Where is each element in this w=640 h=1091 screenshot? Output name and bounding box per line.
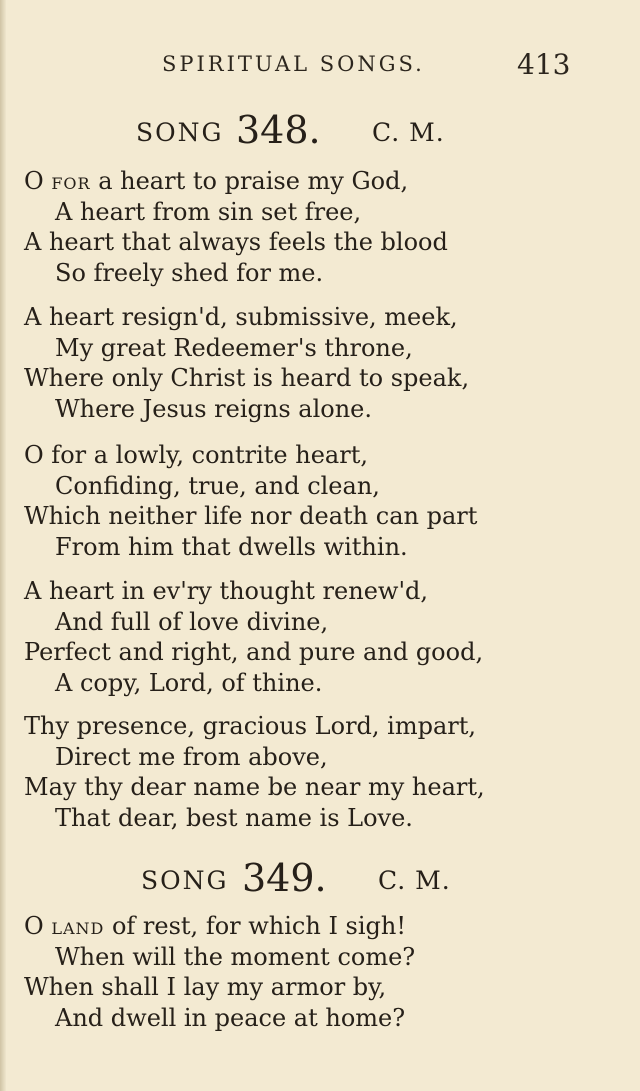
verse-line: Which neither life nor death can part bbox=[24, 502, 478, 530]
verse-line: A copy, Lord, of thine. bbox=[55, 668, 323, 697]
first-line-rest: of rest, for which I sigh! bbox=[104, 912, 407, 940]
song-number: 348. bbox=[236, 108, 321, 152]
song-meter: C. M. bbox=[372, 118, 445, 147]
verse-line: That dear, best name is Love. bbox=[55, 803, 413, 832]
verse-line: Where only Christ is heard to speak, bbox=[24, 364, 470, 392]
song-348-stanza-1 bbox=[0, 166, 640, 288]
song-349-heading bbox=[0, 856, 640, 900]
verse-line: Perfect and right, and pure and good, bbox=[24, 638, 484, 666]
verse-line bbox=[0, 166, 640, 197]
song-number: 349. bbox=[242, 856, 327, 900]
verse-line: Where Jesus reigns alone. bbox=[55, 394, 373, 423]
song-348-stanza-2 bbox=[0, 302, 640, 424]
song-349-stanza-1 bbox=[0, 911, 640, 1033]
verse-line: Confiding, true, and clean, bbox=[55, 471, 380, 500]
verse-line: And dwell in peace at home? bbox=[55, 1003, 406, 1032]
verse-line: A heart from sin set free, bbox=[55, 197, 362, 226]
song-label: SONG bbox=[141, 866, 229, 895]
verse-line bbox=[0, 911, 640, 942]
verse-line: When will the moment come? bbox=[55, 942, 416, 971]
verse-line: Thy presence, gracious Lord, impart, bbox=[24, 712, 477, 740]
song-meter: C. M. bbox=[378, 866, 451, 895]
page-number: 413 bbox=[517, 48, 571, 81]
verse-line: When shall I lay my armor by, bbox=[24, 973, 387, 1001]
verse-line: Direct me from above, bbox=[55, 742, 328, 771]
verse-line: And full of love divine, bbox=[55, 607, 329, 636]
smallcaps-word: FOR bbox=[51, 174, 91, 193]
verse-line: A heart in ev'ry thought renew'd, bbox=[24, 577, 429, 605]
smallcaps-word: LAND bbox=[51, 919, 105, 938]
running-head bbox=[0, 48, 640, 84]
verse-line: From him that dwells within. bbox=[55, 532, 408, 561]
first-word: O bbox=[24, 912, 52, 940]
song-label: SONG bbox=[136, 118, 224, 147]
song-348-stanza-4 bbox=[0, 576, 640, 698]
first-line-rest: a heart to praise my God, bbox=[90, 167, 409, 195]
running-head-title: SPIRITUAL SONGS. bbox=[162, 52, 425, 76]
verse-line: A heart resign'd, submissive, meek, bbox=[24, 303, 458, 331]
verse-line: So freely shed for me. bbox=[55, 258, 324, 287]
song-348-stanza-3 bbox=[0, 440, 640, 562]
song-348-stanza-5 bbox=[0, 711, 640, 833]
verse-line: My great Redeemer's throne, bbox=[55, 333, 413, 362]
verse-line: A heart that always feels the blood bbox=[24, 228, 448, 256]
verse-line: May thy dear name be near my heart, bbox=[24, 773, 485, 801]
first-word: O bbox=[24, 167, 52, 195]
verse-line: O for a lowly, contrite heart, bbox=[24, 441, 368, 469]
song-348-heading bbox=[0, 108, 640, 152]
